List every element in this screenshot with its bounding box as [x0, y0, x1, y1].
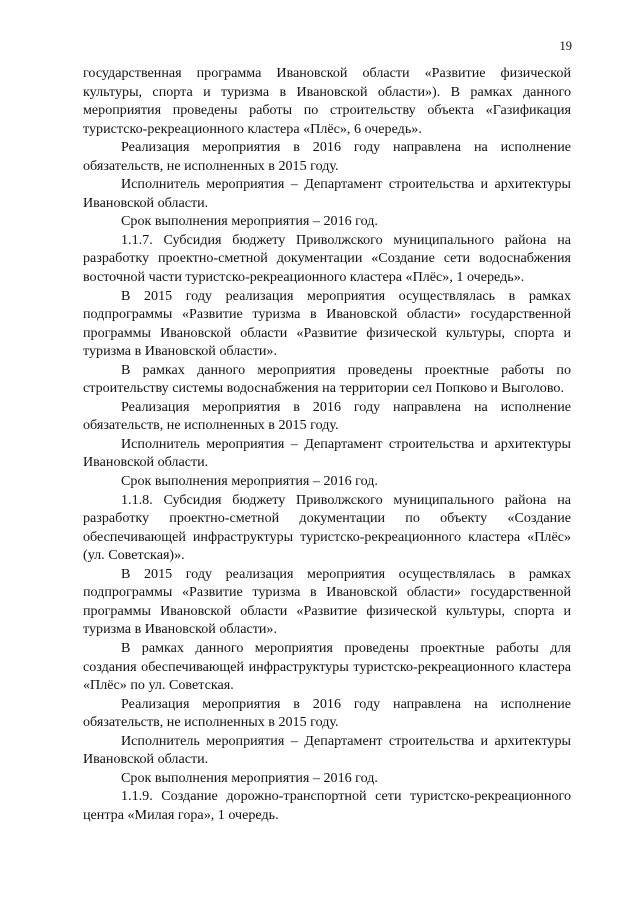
paragraph: 1.1.7. Субсидия бюджету Приволжского муниципального района на разработку проектно-сметной документации «Создание сети водоснабжения восточной части туристско-рекреационного кластера «Плёс», 1 очередь».: [83, 231, 571, 286]
document-body: [83, 64, 571, 824]
paragraph: Срок выполнения мероприятия – 2016 год.: [121, 473, 378, 490]
paragraph: Исполнитель мероприятия – Департамент строительства и архитектуры Ивановской области.: [83, 435, 571, 471]
paragraph: 1.1.9. Создание дорожно-транспортной сети туристско-рекреационного центра «Милая гора», 1 очередь.: [83, 788, 571, 823]
paragraph: Реализация мероприятия в 2016 году направлена на исполнение обязательств, не исполненных в 2015 году.: [83, 139, 571, 174]
paragraph: Срок выполнения мероприятия – 2016 год.: [121, 769, 378, 786]
paragraph: В 2015 году реализация мероприятия осуществлялась в рамках подпрограммы «Развитие туризма в Ивановской области» государственной программы Ивановской области «Развитие физической культуры, спорта и туризма в Ивановской области».: [83, 565, 571, 638]
paragraph: Срок выполнения мероприятия – 2016 год.: [121, 213, 378, 230]
paragraph: Реализация мероприятия в 2016 году направлена на исполнение обязательств, не исполненных в 2015 году.: [83, 695, 571, 731]
paragraph: В рамках данного мероприятия проведены проектные работы для создания обеспечивающей инфраструктуры туристско-рекреационного кластера «Плёс» по ул. Советская.: [83, 639, 571, 694]
paragraph: государственная программа Ивановской области «Развитие физической культуры, спорта и туризма в Ивановской области»). В рамках данного мероприятия проведены работы по строительству объекта «Газификация туристско-рекреационного кластера «Плёс», 6 очередь».: [83, 65, 571, 137]
paragraph: В рамках данного мероприятия проведены проектные работы по строительству системы водоснабжения на территории сел Попково и Выголово.: [83, 361, 571, 397]
page-number: 19: [559, 39, 572, 53]
paragraph: Реализация мероприятия в 2016 году направлена на исполнение обязательств, не исполненных в 2015 году.: [83, 398, 571, 434]
paragraph: В 2015 году реализация мероприятия осуществлялась в рамках подпрограммы «Развитие туризма в Ивановской области» государственной программы Ивановской области «Развитие физической культуры, спорта и туризма в Ивановской области».: [83, 287, 571, 360]
paragraph: Исполнитель мероприятия – Департамент строительства и архитектуры Ивановской области.: [83, 176, 571, 211]
paragraph: 1.1.8. Субсидия бюджету Приволжского муниципального района на разработку проектно-сметной документации по объекту «Создание обеспечивающей инфраструктуры туристско-рекреационного кластера «Плёс» (ул. Советская)».: [83, 491, 571, 564]
paragraph: Исполнитель мероприятия – Департамент строительства и архитектуры Ивановской области.: [83, 732, 571, 768]
